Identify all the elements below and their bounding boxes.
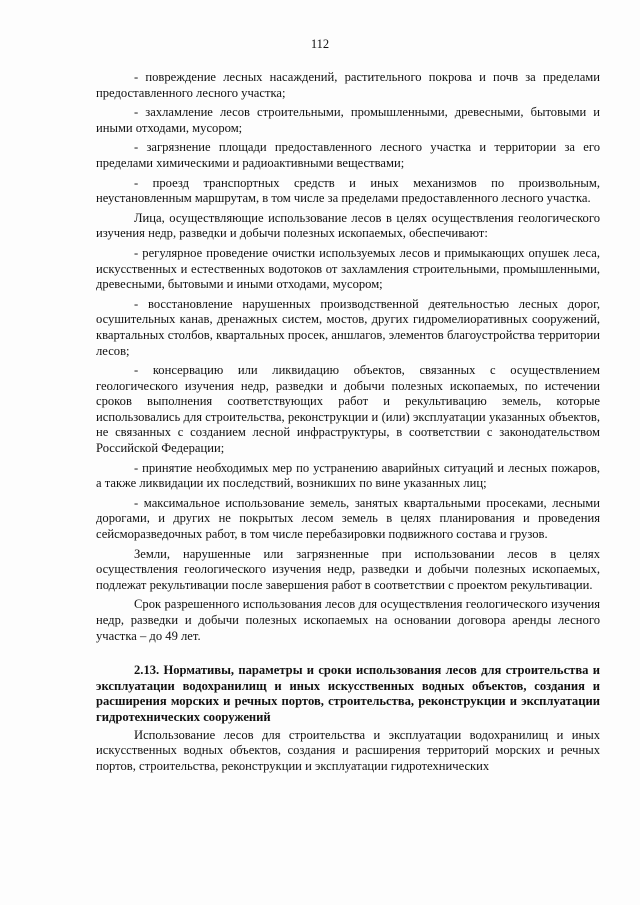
paragraph: - восстановление нарушенных производственной деятельностью лесных дорог, осушительных канав, дренажных систем, мостов, других гидромелиоративных сооружений, квартальных столбов, квартальных просек, аншлагов, элементов благоустройства территории лесов; bbox=[96, 296, 600, 358]
page-content bbox=[96, 70, 600, 778]
paragraph: - повреждение лесных насаждений, растительного покрова и почв за пределами предоставленного лесного участка; bbox=[96, 70, 600, 100]
section-heading: 2.13. Нормативы, параметры и сроки использования лесов для строительства и эксплуатации водохранилищ и иных искусственных водных объектов, создания и расширения морских и речных портов, строительства, реконструкции и эксплуатации гидротехнических сооружений bbox=[96, 663, 600, 724]
paragraph: Срок разрешенного использования лесов для осуществления геологического изучения недр, разведки и добычи полезных ископаемых на основании договора аренды лесного участка – до 49 лет. bbox=[96, 597, 600, 643]
paragraph: - регулярное проведение очистки используемых лесов и примыкающих опушек леса, искусственных и естественных водотоков от захламления строительными, промышленными, древесными, бытовыми и иными отходами, мусором; bbox=[96, 245, 600, 292]
section-body: Использование лесов для строительства и эксплуатации водохранилищ и иных искусственных водных объектов, создания и расширения территорий морских и речных портов, строительства, реконструкции и эксплуатации гидротехнических bbox=[96, 727, 600, 773]
paragraph: - принятие необходимых мер по устранению аварийных ситуаций и лесных пожаров, а также ликвидации их последствий, возникших по вине указанных лиц; bbox=[96, 460, 600, 491]
paragraph: - проезд транспортных средств и иных механизмов по произвольным, неустановленным маршрутам, в том числе за пределами предоставленного лесного участка. bbox=[96, 175, 600, 206]
paragraph: - захламление лесов строительными, промышленными, древесными, бытовыми и иными отходами, мусором; bbox=[96, 105, 600, 135]
paragraph: - загрязнение площади предоставленного лесного участка и территории за его пределами химическими и радиоактивными веществами; bbox=[96, 140, 600, 170]
paragraph: Лица, осуществляющие использование лесов в целях осуществления геологического изучения недр, разведки и добычи полезных ископаемых, обеспечивают: bbox=[96, 210, 600, 241]
page-number: 112 bbox=[310, 37, 330, 51]
paragraph: Земли, нарушенные или загрязненные при использовании лесов в целях осуществления геологического изучения недр, разведки и добычи полезных ископаемых, подлежат рекультивации после завершения работ в соответствии с проектом рекультивации. bbox=[96, 546, 600, 592]
paragraph: - максимальное использование земель, занятых квартальными просеками, лесными дорогами, и других не покрытых лесом земель в целях планирования и проведения сейсморазведочных работ, в том числе перебазировки подвижного состава и грузов. bbox=[96, 495, 600, 542]
paragraph: - консервацию или ликвидацию объектов, связанных с осуществлением геологического изучения недр, разведки и добычи полезных ископаемых, по истечении сроков выполнения соответствующих работ и рекультивацию земель, которые использовались для строительства, реконструкции и (или) эксплуатации указанных объектов, не связанных с созданием лесной инфраструктуры, в соответствии с законодательством Российской Федерации; bbox=[96, 363, 600, 456]
